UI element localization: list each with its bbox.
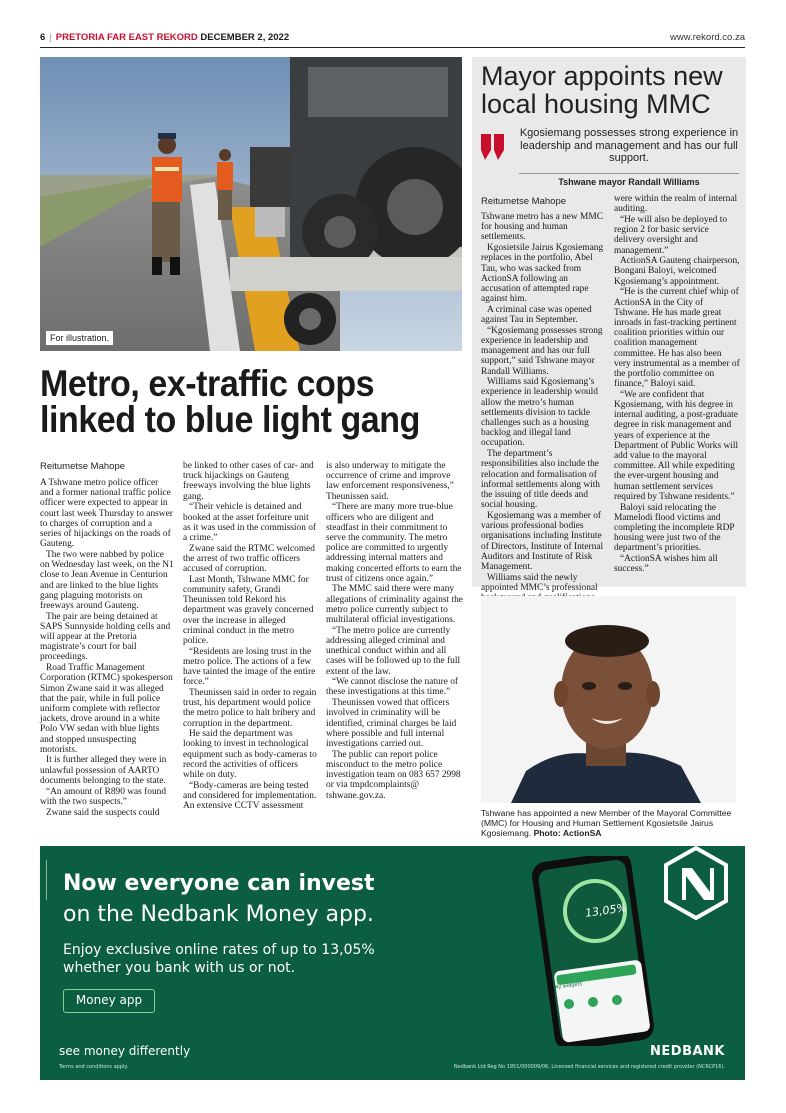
paragraph: A criminal case was opened against Tau in September. xyxy=(481,304,592,326)
paragraph: Tshwane metro has a new MMC for housing and human settlements. xyxy=(481,212,603,243)
ad-body-text: Enjoy exclusive online rates of up to 13,05% whether you bank with us or not. xyxy=(63,942,375,976)
pull-quote-rule xyxy=(519,173,739,174)
nedbank-emblem-icon xyxy=(664,846,728,920)
paragraph: “Kgosiemang possesses strong experience in leadership and management and has our full support,” said Tshwane mayor Randall Williams. xyxy=(481,325,603,377)
paragraph: “He is the current chief whip of ActionSA in the City of Tshwane. He has made great inroads in fast-tracking pertinent coalition priorities within our coalition management committee. He has also been very instrumental as a member of the portfolio committee on finance,” Baloyi said. xyxy=(614,287,740,390)
portrait-photo-credit: Photo: ActionSA xyxy=(533,828,602,838)
nedbank-logo: NEDBANK xyxy=(650,1044,725,1059)
paragraph: Last Month, Tshwane MMC for community safety, Grandi Theunissen told Rekord his department was gravely concerned over the increase in alleged criminal conduct in the metro police. xyxy=(183,574,314,646)
paragraph: “We cannot disclose the nature of these investigations at this time.” xyxy=(326,677,459,698)
paragraph: Zwane said the RTMC welcomed the arrest of two traffic officers accused of corruption. xyxy=(183,543,315,575)
paragraph: Baloyi said relocating the Mamelodi flood victims and completing the incomplete RDP housing were just two of the department’s priorities. xyxy=(614,502,735,554)
phone-rate: 13,05% xyxy=(584,901,628,920)
paragraph: Kgosietsile Jairus Kgosiemang replaces in the portfolio, Abel Tau, who was sacked from ActionSA following an accusation of attempted rape against him. xyxy=(481,243,604,305)
phone-mockup xyxy=(523,856,663,1046)
paragraph: is also underway to mitigate the occurrence of crime and improve law enforcement responsiveness,” Theunissen said. xyxy=(326,461,454,502)
paragraph: were within the realm of internal auditing. xyxy=(614,194,738,215)
paragraph: Theunissen vowed that officers involved in criminality will be identified, criminal charges be laid where possible and full internal investigations carried out. xyxy=(326,698,457,749)
paragraph: “There are many more true-blue officers who are diligent and steadfast in their commitment to serve the community. The metro police are committed to urgently addressing internal matters and making concerted efforts to earn the trust of citizens once again.” xyxy=(326,502,462,584)
main-column-2 xyxy=(183,461,317,812)
traffic-stop-illustration xyxy=(40,57,462,351)
paragraph: “We are confident that Kgosiemang, with his degree in internal auditing, a post-graduate degree in risk management and years of experience at the Department of Public Works will add value to the mayoral committee. All while expediting the ever-urgent housing and human settlement services required by Tshwane residents.” xyxy=(614,389,739,502)
traffic-stop-photo xyxy=(40,57,462,351)
ad-terms: Terms and conditions apply. xyxy=(59,1064,129,1070)
pull-quote-attribution: Tshwane mayor Randall Williams xyxy=(558,177,700,187)
paragraph: He said the department was looking to invest in technological equipment such as body-cameras to record the activities of officers while on duty. xyxy=(183,729,317,781)
paragraph: Road Traffic Management Corporation (RTMC) spokesperson Simon Zwane said it was alleged that the pair, while in full police uniform complete with reflector jackets, drove around in a white Polo VW sedan with blue lights and stopped unsuspecting motorists. xyxy=(40,663,173,755)
paragraph: Williams said the newly appointed MMC’s professional xyxy=(481,572,598,593)
mmc-portrait-photo xyxy=(481,596,736,803)
paragraph: The department’s responsibilities also include the relocation and formalisation of informal settlements along with the issuing of title deeds and social housing. xyxy=(481,449,600,511)
pull-quote: Kgosiemang possesses strong experience in leadership and management and has our full support. xyxy=(519,127,739,164)
paragraph: “An amount of R890 was found with the two suspects.” xyxy=(40,786,167,807)
ad-slogan: see money differently xyxy=(59,1044,191,1058)
portrait-caption-text: Tshwane has appointed a new Member of the Mayoral Committee (MMC) for Housing and Human Settlement Kgosietsile Jairus Kgosiemang. xyxy=(481,808,732,838)
paragraph: “The metro police are currently addressing alleged criminal and unethical conduct within and all cases will be followed up to the full extent of the law. xyxy=(326,625,461,677)
paragraph: “Residents are losing trust in the metro police. The actions of a few have tainted the image of the entire force.” xyxy=(183,646,316,688)
paragraph: “He will also be deployed to region 2 for basic service delivery oversight and management.” xyxy=(614,214,728,256)
paragraph: Zwane said the suspects could xyxy=(46,807,160,818)
main-byline: Reitumetse Mahope xyxy=(40,461,126,472)
main-headline-line2: linked to blue light gang xyxy=(40,399,420,440)
ad-headline-regular: on the Nedbank Money app. xyxy=(63,902,374,927)
paragraph: The pair are being detained at SAPS Sunnyside holding cells and will appear at the Pretoria magistrate’s court for bail proceedings. xyxy=(40,611,171,663)
phone-tab-label: Investments xyxy=(561,965,594,977)
paragraph: Theunissen said in order to regain trust, his department would police the metro police to halt bribery and corruption in the department. xyxy=(183,687,317,729)
header-left xyxy=(40,32,289,43)
photo-illustration-tag: For illustration. xyxy=(46,331,113,345)
main-headline xyxy=(40,363,431,440)
header-rule xyxy=(40,47,745,48)
ad-headline-bold: Now everyone can invest xyxy=(63,871,375,896)
paragraph: Kgosiemang was a member of various professional bodies organisations including Institute of Directors, Institute of Internal Auditors and Institute of Risk Management. xyxy=(481,510,604,572)
paragraph: The two were nabbed by police on Wednesday last week, on the N1 close to Jean Avenue in Centurion and are linked to the blue lights gang plaguing motorists on freeways around Gauteng. xyxy=(40,549,174,611)
ad-code-mark xyxy=(44,860,50,900)
page-number: 6 xyxy=(40,32,46,43)
website-link[interactable]: www.rekord.co.za xyxy=(670,32,745,43)
main-column-3 xyxy=(326,461,464,801)
paragraph: ActionSA Gauteng chairperson, Bongani Baloyi, welcomed Kgosiemang’s appointment. xyxy=(614,256,740,287)
money-app-button[interactable]: Money app xyxy=(63,989,155,1013)
paragraph: “Body-cameras are being tested and considered for implementation. An extensive CCTV assessment xyxy=(183,780,317,812)
paragraph: It is further alleged they were in unlawful possession of AARTO documents belonging to the state. xyxy=(40,755,167,786)
paragraph: “Their vehicle is detained and booked at the asset forfeiture unit as it was used in the commission of a crime.” xyxy=(183,502,317,543)
paragraph: The MMC said there were many allegations of criminality against the metro police currently subject to multilateral official investigations. xyxy=(326,584,463,626)
paragraph: The public can report police misconduct to the metro police investigation team on 083 657 2998 or via tmpdcomplaints@ tshwane.gov.za. xyxy=(326,749,461,801)
side-column-2 xyxy=(614,194,740,575)
side-article-title: Mayor appoints new local housing MMC xyxy=(481,61,723,119)
page-header xyxy=(40,30,745,46)
quote-mark-icon xyxy=(481,126,507,164)
paragraph: A Tshwane metro police officer and a former national traffic police officer were expected to appear in court last week Thursday to answer to charges of corruption and a series of hijackings on the roads of Gauteng. xyxy=(40,478,173,550)
issue-date: DECEMBER 2, 2022 xyxy=(200,32,290,43)
main-headline-line1: Metro, ex-traffic cops xyxy=(40,363,375,404)
portrait-illustration xyxy=(481,596,736,803)
paragraph: Williams said Kgosiemang’s experience in leadership would allow the metro’s human settlements division to tackle challenges such as a housing backlog and illegal land occupation. xyxy=(481,377,598,449)
header-separator: | xyxy=(49,32,52,43)
paragraph: be linked to other cases of car- and truck hijackings on Gauteng freeways involving the blue lights gang. xyxy=(183,461,314,502)
ad-legal-text: Nedbank Ltd Reg No 1951/000009/06. Licensed financial services and registered credit provider (NCRCP16). xyxy=(453,1064,725,1070)
paper-name: PRETORIA FAR EAST REKORD xyxy=(55,32,198,43)
side-byline: Reitumetse Mahope xyxy=(481,196,567,207)
phone-widgets-label: My widgets xyxy=(553,981,583,991)
main-column-1 xyxy=(40,478,174,818)
side-column-1 xyxy=(481,212,605,604)
portrait-caption xyxy=(481,808,743,838)
paragraph: “ActionSA wishes him all success.” xyxy=(614,554,718,575)
nedbank-advert[interactable] xyxy=(40,846,745,1080)
